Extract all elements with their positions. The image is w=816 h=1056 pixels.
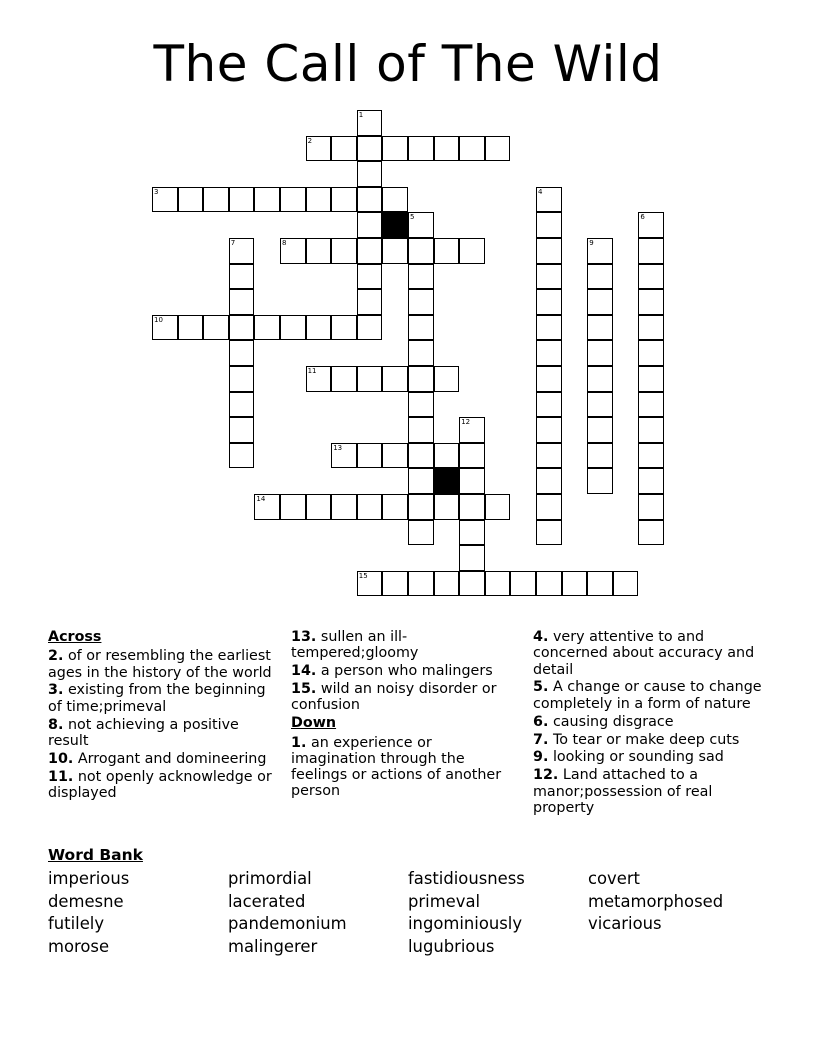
clue-down-5 — [533, 679, 771, 712]
word-bank-item: fastidiousness — [408, 869, 525, 888]
grid-cell[interactable] — [510, 571, 536, 597]
grid-cell[interactable] — [485, 571, 511, 597]
grid-cell[interactable] — [587, 571, 613, 597]
grid-cell[interactable] — [536, 494, 562, 520]
grid-cell[interactable] — [306, 187, 332, 213]
cell-number: 9 — [589, 239, 594, 247]
cell-number: 8 — [282, 239, 287, 247]
grid-cell[interactable] — [587, 289, 613, 315]
clue-number: 14. — [291, 663, 317, 680]
clue-text: looking or sounding sad — [552, 749, 724, 766]
grid-cell[interactable] — [408, 392, 434, 418]
grid-cell[interactable] — [638, 340, 664, 366]
grid-cell[interactable] — [408, 417, 434, 443]
grid-cell[interactable] — [229, 289, 255, 315]
grid-cell[interactable] — [331, 366, 357, 392]
word-bank-item: pandemonium — [228, 914, 347, 933]
grid-cell[interactable] — [408, 315, 434, 341]
grid-cell[interactable] — [229, 366, 255, 392]
grid-cell[interactable] — [408, 571, 434, 597]
grid-cell[interactable] — [357, 136, 383, 162]
clue-number: 13. — [291, 629, 317, 645]
word-bank-item: metamorphosed — [588, 891, 724, 911]
grid-cell[interactable] — [587, 238, 613, 264]
grid-cell[interactable] — [485, 494, 511, 520]
grid-cell[interactable] — [203, 315, 229, 341]
grid-cell[interactable] — [638, 315, 664, 341]
grid-cell[interactable] — [408, 264, 434, 290]
grid-cell[interactable] — [408, 366, 434, 392]
grid-cell[interactable] — [587, 392, 613, 418]
grid-cell[interactable] — [229, 264, 255, 290]
word-bank-item: imperious — [48, 869, 130, 888]
grid-cell[interactable] — [459, 443, 485, 469]
clue-number: 1. — [291, 734, 307, 751]
grid-cell[interactable] — [587, 366, 613, 392]
grid-cell[interactable] — [229, 392, 255, 418]
grid-cell[interactable] — [229, 238, 255, 264]
cell-number: 4 — [538, 187, 543, 196]
grid-cell[interactable] — [357, 443, 383, 469]
grid-cell[interactable] — [254, 494, 280, 520]
clue-text: wild an noisy disorder or confusion — [291, 681, 497, 714]
grid-cell[interactable] — [587, 264, 613, 290]
clue-text: To tear or make deep cuts — [552, 731, 740, 748]
word-bank-item: vicarious — [588, 914, 662, 933]
grid-cell[interactable] — [536, 238, 562, 264]
grid-cell[interactable] — [357, 289, 383, 315]
grid-cell[interactable] — [357, 571, 383, 597]
clue-number: 5. — [533, 679, 549, 696]
cell-number: 13 — [333, 443, 343, 452]
grid-cell[interactable] — [382, 443, 408, 469]
grid-cell[interactable] — [331, 443, 357, 469]
grid-cell[interactable] — [229, 417, 255, 443]
word-bank-item: lacerated — [228, 891, 306, 911]
grid-cell[interactable] — [254, 315, 280, 341]
grid-cell[interactable] — [382, 366, 408, 392]
grid-cell[interactable] — [459, 238, 485, 264]
grid-cell[interactable] — [562, 571, 588, 597]
cell-number: 10 — [154, 315, 163, 324]
grid-cell[interactable] — [536, 571, 562, 597]
grid-cell[interactable] — [229, 315, 255, 341]
grid-cell[interactable] — [229, 443, 255, 469]
grid-cell[interactable] — [408, 289, 434, 315]
grid-cell[interactable] — [587, 315, 613, 341]
clue-across-13 — [291, 629, 519, 662]
grid-cell[interactable] — [357, 315, 383, 341]
grid-cell[interactable] — [434, 366, 460, 392]
word-bank-item: futilely — [48, 914, 105, 933]
cell-number: 12 — [461, 418, 471, 427]
clues-column-2 — [291, 629, 519, 801]
grid-cell[interactable] — [306, 238, 332, 264]
word-bank-heading: Word Bank — [48, 846, 143, 864]
cell-number: 6 — [640, 213, 645, 222]
clue-down-4 — [533, 629, 771, 678]
clue-down-6 — [533, 714, 771, 730]
grid-cell[interactable] — [357, 212, 383, 238]
word-bank-item: malingerer — [228, 936, 318, 956]
grid-cell[interactable] — [152, 187, 178, 213]
grid-cell[interactable] — [536, 187, 562, 213]
clue-across-8 — [48, 717, 280, 750]
cell-number: 3 — [154, 187, 159, 196]
clue-down-7 — [533, 732, 771, 748]
grid-cell[interactable] — [536, 315, 562, 341]
grid-cell[interactable] — [382, 571, 408, 597]
clue-down-9 — [533, 749, 771, 765]
grid-cell[interactable] — [536, 264, 562, 290]
grid-cell[interactable] — [408, 340, 434, 366]
grid-cell[interactable] — [434, 571, 460, 597]
clue-across-10 — [48, 751, 280, 767]
grid-cell[interactable] — [536, 520, 562, 546]
word-bank-item: morose — [48, 936, 110, 956]
clue-across-3 — [48, 682, 280, 715]
clues-column-3 — [533, 629, 771, 818]
grid-cell[interactable] — [357, 238, 383, 264]
grid-cell[interactable] — [587, 443, 613, 469]
clue-number: 4. — [533, 629, 549, 645]
grid-cell[interactable] — [382, 238, 408, 264]
grid-cell[interactable] — [280, 494, 306, 520]
grid-cell[interactable] — [536, 289, 562, 315]
cell-number: 2 — [307, 136, 313, 145]
clue-text: an experience or imagination through the feelings or actions of another person — [291, 734, 502, 800]
grid-cell[interactable] — [638, 443, 664, 469]
grid-cell[interactable] — [357, 366, 383, 392]
grid-cell[interactable] — [536, 366, 562, 392]
clue-text: Land attached to a manor;possession of real property — [533, 767, 713, 816]
grid-cell[interactable] — [408, 520, 434, 546]
clue-number: 7. — [533, 731, 549, 748]
clue-text: Arrogant and domineering — [77, 750, 267, 767]
grid-cell[interactable] — [459, 520, 485, 546]
clue-across-11 — [48, 769, 280, 802]
clue-number: 11. — [48, 768, 74, 785]
clue-number: 6. — [533, 713, 549, 730]
grid-cell[interactable] — [536, 212, 562, 238]
grid-cell[interactable] — [434, 494, 460, 520]
grid-cell[interactable] — [280, 238, 306, 264]
grid-cell[interactable] — [638, 238, 664, 264]
grid-cell[interactable] — [178, 315, 204, 341]
clue-number: 9. — [533, 749, 549, 766]
grid-cell[interactable] — [613, 571, 639, 597]
grid-cell[interactable] — [536, 443, 562, 469]
grid-cell[interactable] — [408, 136, 434, 162]
puzzle-title: The Call of The Wild — [153, 35, 663, 93]
grid-cell[interactable] — [408, 238, 434, 264]
clue-text: A change or cause to change completely in a form of nature — [533, 679, 762, 712]
grid-cell[interactable] — [587, 417, 613, 443]
clue-text: not achieving a positive result — [48, 716, 239, 749]
grid-cell[interactable] — [638, 417, 664, 443]
grid-cell[interactable] — [485, 136, 511, 162]
word-bank-item: primordial — [228, 869, 312, 888]
clue-text: not openly acknowledge or displayed — [48, 768, 272, 802]
grid-cell[interactable] — [638, 289, 664, 315]
black-cell — [382, 212, 408, 238]
clue-across-15 — [291, 681, 519, 714]
cell-number: 11 — [307, 367, 317, 375]
word-bank-item: lugubrious — [408, 936, 495, 956]
grid-cell[interactable] — [331, 315, 357, 341]
grid-cell[interactable] — [357, 264, 383, 290]
clues-column-1 — [48, 629, 280, 803]
grid-cell[interactable] — [306, 366, 332, 392]
grid-cell[interactable] — [434, 136, 460, 162]
word-bank-item: ingominiously — [408, 914, 523, 933]
grid-cell[interactable] — [280, 187, 306, 213]
grid-cell[interactable] — [638, 494, 664, 520]
grid-cell[interactable] — [459, 417, 485, 443]
grid-cell[interactable] — [203, 187, 229, 213]
clue-number: 8. — [48, 716, 64, 733]
grid-cell[interactable] — [306, 136, 332, 162]
clue-text: existing from the beginning of time;primeval — [48, 682, 266, 715]
grid-cell[interactable] — [382, 494, 408, 520]
grid-cell[interactable] — [638, 392, 664, 418]
clue-text: of or resembling the earliest ages in the history of the world — [48, 648, 272, 681]
grid-cell[interactable] — [459, 571, 485, 597]
cell-number: 7 — [230, 239, 236, 247]
grid-cell[interactable] — [408, 212, 434, 238]
grid-cell[interactable] — [357, 161, 383, 187]
word-bank-item: primeval — [408, 891, 481, 911]
grid-cell[interactable] — [459, 545, 485, 571]
grid-cell[interactable] — [229, 340, 255, 366]
cell-number: 14 — [256, 495, 266, 503]
grid-cell[interactable] — [434, 443, 460, 469]
cell-number: 1 — [358, 111, 364, 119]
grid-cell[interactable] — [459, 136, 485, 162]
grid-cell[interactable] — [357, 494, 383, 520]
grid-cell[interactable] — [459, 494, 485, 520]
clue-text: a person who malingers — [320, 663, 493, 680]
clue-text: causing disgrace — [552, 713, 674, 730]
grid-cell[interactable] — [229, 187, 255, 213]
grid-cell[interactable] — [587, 468, 613, 494]
grid-cell[interactable] — [638, 366, 664, 392]
clue-number: 2. — [48, 648, 64, 665]
grid-cell[interactable] — [331, 494, 357, 520]
down-heading: Down — [291, 715, 337, 732]
clue-text: very attentive to and concerned about accuracy and detail — [533, 629, 755, 678]
grid-cell[interactable] — [536, 468, 562, 494]
clue-across-2 — [48, 648, 280, 681]
grid-cell[interactable] — [382, 187, 408, 213]
clue-number: 12. — [533, 767, 559, 784]
black-cell — [434, 468, 460, 494]
grid-cell[interactable] — [178, 187, 204, 213]
grid-cell[interactable] — [408, 494, 434, 520]
clue-down-12 — [533, 767, 771, 816]
grid-cell[interactable] — [254, 187, 280, 213]
grid-cell[interactable] — [638, 264, 664, 290]
grid-cell[interactable] — [306, 315, 332, 341]
clue-number: 15. — [291, 681, 317, 698]
grid-cell[interactable] — [434, 238, 460, 264]
clue-text: sullen an ill-tempered;gloomy — [291, 629, 419, 662]
clue-number: 10. — [48, 750, 74, 767]
grid-cell[interactable] — [587, 340, 613, 366]
grid-cell[interactable] — [306, 494, 332, 520]
cell-number: 5 — [410, 213, 415, 222]
clue-number: 3. — [48, 682, 64, 699]
grid-cell[interactable] — [638, 468, 664, 494]
grid-cell[interactable] — [357, 187, 383, 213]
grid-cell[interactable] — [408, 443, 434, 469]
grid-cell[interactable] — [280, 315, 306, 341]
grid-cell[interactable] — [536, 417, 562, 443]
grid-cell[interactable] — [536, 340, 562, 366]
across-heading: Across — [48, 629, 102, 645]
word-bank-item: covert — [588, 869, 640, 888]
grid-cell[interactable] — [408, 468, 434, 494]
grid-cell[interactable] — [382, 136, 408, 162]
grid-cell[interactable] — [638, 212, 664, 238]
clue-across-14 — [291, 663, 519, 679]
grid-cell[interactable] — [459, 468, 485, 494]
grid-cell[interactable] — [331, 136, 357, 162]
grid-cell[interactable] — [331, 187, 357, 213]
grid-cell[interactable] — [357, 110, 383, 136]
grid-cell[interactable] — [638, 520, 664, 546]
grid-cell[interactable] — [331, 238, 357, 264]
grid-cell[interactable] — [152, 315, 178, 341]
grid-cell[interactable] — [536, 392, 562, 418]
clue-down-1 — [291, 735, 519, 800]
cell-number: 15 — [358, 571, 368, 580]
word-bank-item: demesne — [48, 891, 124, 911]
